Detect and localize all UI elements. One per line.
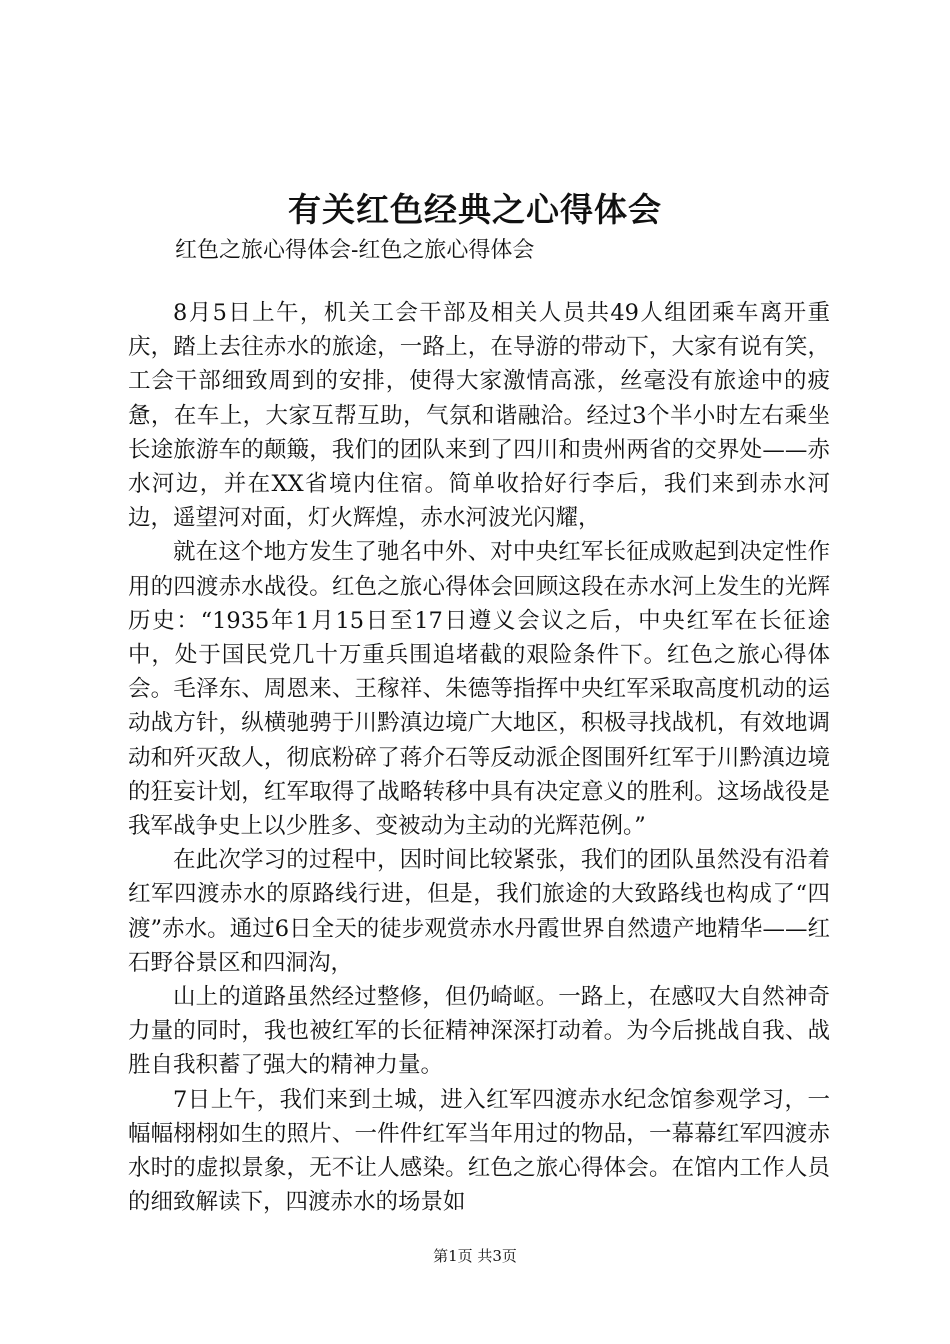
document-body bbox=[128, 296, 830, 1219]
paragraph: 8月5日上午，机关工会干部及相关人员共49人组团乘车离开重庆，踏上去往赤水的旅途，一路上，在导游的带动下，大家有说有笑，工会干部细致周到的安排，使得大家激情高涨，丝毫没有旅途中的疲惫，在车上，大家互帮互助，气氛和谐融洽。经过3个半小时左右乘坐长途旅游车的颠簸，我们的团队来到了四川和贵州两省的交界处——赤水河边，并在XX省境内住宿。简单收拾好行李后，我们来到赤水河边，遥望河对面，灯火辉煌，赤水河波光闪耀， bbox=[128, 300, 830, 532]
paragraph: 7日上午，我们来到土城，进入红军四渡赤水纪念馆参观学习，一幅幅栩栩如生的照片、一件件红军当年用过的物品，一幕幕红军四渡赤水时的虚拟景象，无不让人感染。红色之旅心得体会。在馆内工作人员的细致解读下，四渡赤水的场景如 bbox=[128, 1086, 830, 1216]
document-title: 有关红色经典之心得体会 bbox=[288, 190, 662, 229]
document-subtitle: 红色之旅心得体会-红色之旅心得体会 bbox=[175, 238, 535, 263]
paragraph: 就在这个地方发生了驰名中外、对中央红军长征成败起到决定性作用的四渡赤水战役。红色之旅心得体会回顾这段在赤水河上发生的光辉历史：“1935年1月15日至17日遵义会议之后，中央红军在长征途中，处于国民党几十万重兵围追堵截的艰险条件下。红色之旅心得体会。毛泽东、周恩来、王稼祥、朱德等指挥中央红军采取高度机动的运动战方针，纵横驰骋于川黔滇边境广大地区，积极寻找战机，有效地调动和歼灭敌人，彻底粉碎了蒋介石等反动派企图围歼红军于川黔滇边境的狂妄计划，红军取得了战略转移中具有决定意义的胜利。这场战役是我军战争史上以少胜多、变被动为主动的光辉范例。” bbox=[128, 539, 830, 840]
paragraph: 在此次学习的过程中，因时间比较紧张，我们的团队虽然没有沿着红军四渡赤水的原路线行进，但是，我们旅途的大致路线也构成了“四渡”赤水。通过6日全天的徒步观赏赤水丹霞世界自然遗产地精华——红石野谷景区和四洞沟， bbox=[128, 847, 830, 976]
page-number-footer: 第1页 共3页 bbox=[433, 1247, 517, 1265]
paragraph: 山上的道路虽然经过整修，但仍崎岖。一路上，在感叹大自然神奇力量的同时，我也被红军的长征精神深深打动着。为今后挑战自我、战胜自我积蓄了强大的精神力量。 bbox=[128, 984, 830, 1079]
